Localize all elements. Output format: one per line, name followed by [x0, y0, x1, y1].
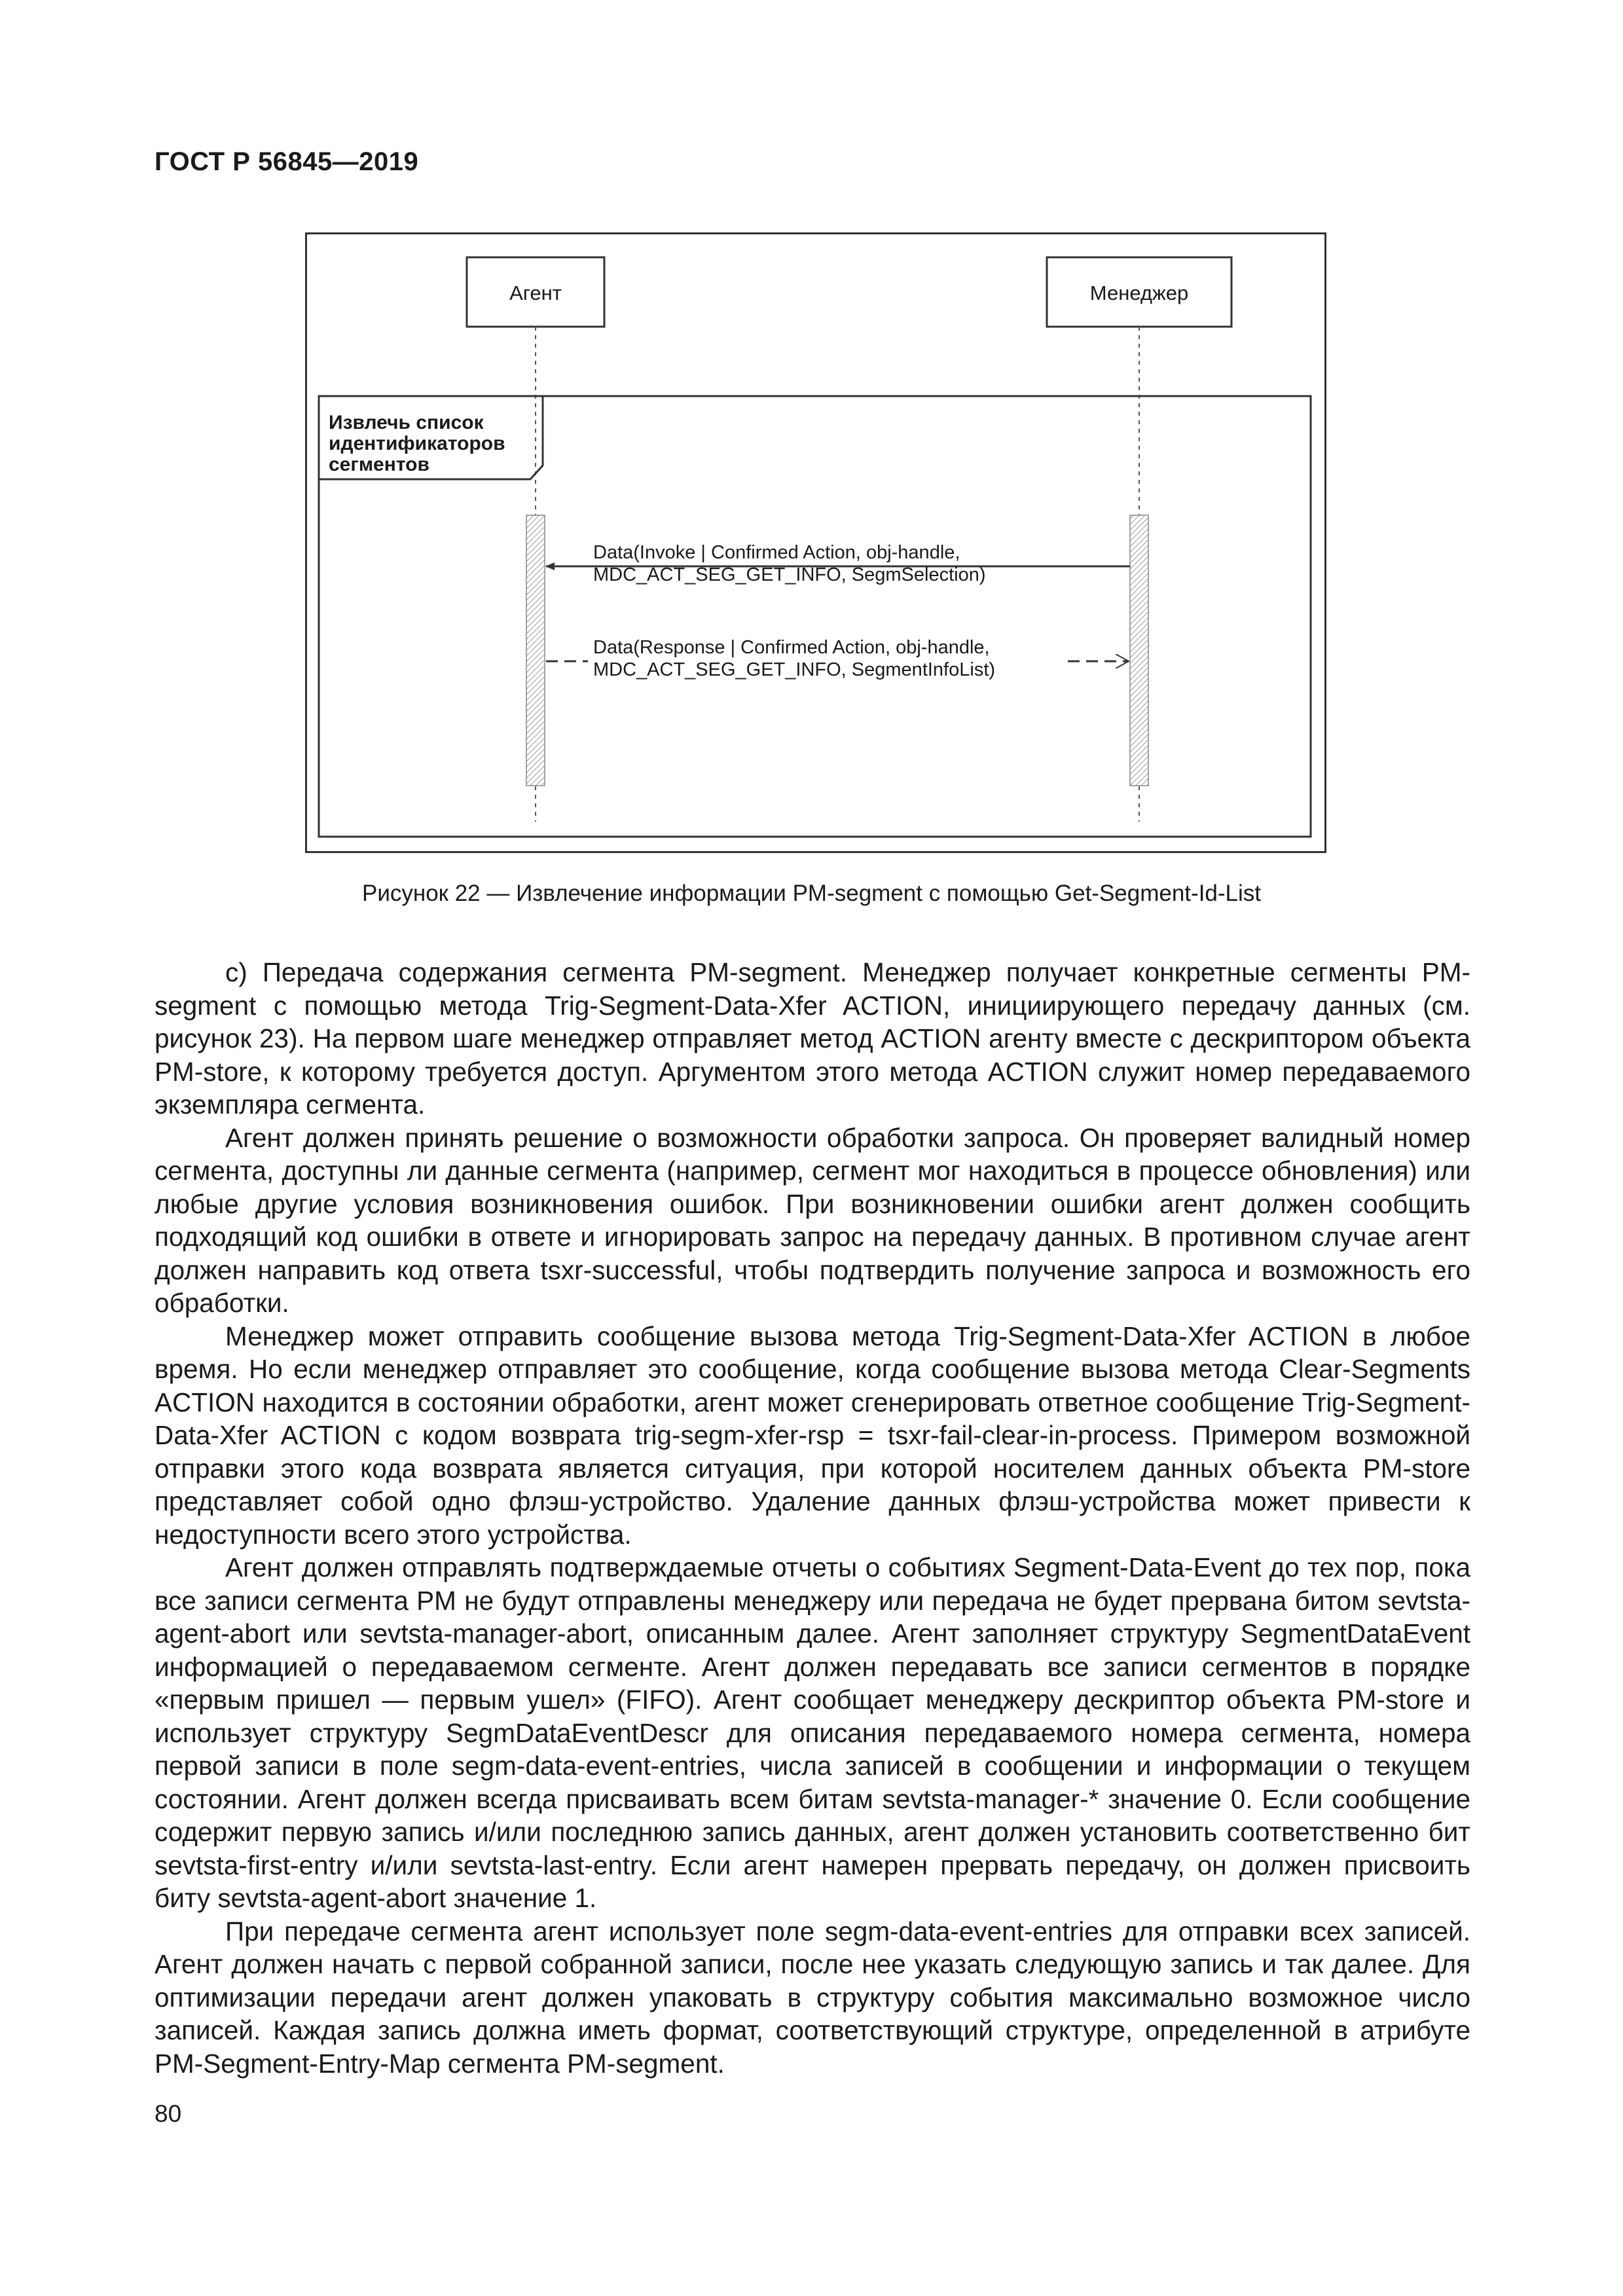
document-header: ГОСТ Р 56845—2019 — [155, 147, 419, 176]
paragraph: При передаче сегмента агент использует поле segm-data-event-entries для отправки всех записей. Агент должен начать с первой собранной записи, после нее указать следующую запись и так далее. Для оптимизации передачи агент должен упаковать в структуру события максимально возможное число записей. Каждая запись должна иметь формат, соответствующий структуре, определенной в атрибуте PM-Segment-Entry-Map сегмента PM-segment. — [155, 1916, 1470, 2079]
body-text — [155, 956, 1470, 2080]
response-message-label: Data(Response | Confirmed Action, obj-handle, MDC_ACT_SEG_GET_INFO, SegmentInfoList) — [593, 637, 996, 680]
figure-caption: Рисунок 22 — Извлечение информации PM-segment с помощью Get-Segment-Id-List — [361, 881, 1261, 906]
paragraph: Агент должен принять решение о возможности обработки запроса. Он проверяет валидный номер сегмента, доступны ли данные сегмента (например, сегмент мог находиться в процессе обновления) или любые другие условия возникновения ошибок. При возникновении ошибки агент должен сообщить подходящий код ошибки в ответе и игнорировать запрос на передачу данных. В противном случае агент должен направить код ответа tsxr-successful, чтобы подтвердить получение запроса и возможность его обработки. — [155, 1122, 1470, 1318]
manager-activation-bar — [1130, 515, 1148, 786]
paragraph: Менеджер может отправить сообщение вызова метода Trig-Segment-Data-Xfer ACTION в любое время. Но если менеджер отправляет это сообщение, когда сообщение вызова метода Clear-Segments ACTION находится в состоянии обработки, агент может сгенерировать ответное сообщение Trig-Segment-Data-Xfer ACTION с кодом возврата trig-segm-xfer-rsp = tsxr-fail-clear-in-process. Примером возможной отправки этого кода возврата является ситуация, при которой носителем данных объекта PM-store представляет собой одно флэш-устройство. Удаление данных флэш-устройства может привести к недоступности всего этого устройства. — [155, 1321, 1470, 1550]
paragraph: с) Передача содержания сегмента PM-segment. Менеджер получает конкретные сегменты PM-segment с помощью метода Trig-Segment-Data-Xfer ACTION, инициирующего передачу данных (см. рисунок 23). На первом шаге менеджер отправляет метод ACTION агенту вместе с дескриптором объекта PM-store, к которому требуется доступ. Аргументом этого метода ACTION служит номер передаваемого экземпляра сегмента. — [155, 957, 1470, 1120]
sequence-diagram — [305, 232, 1326, 854]
interaction-fragment-frame — [319, 396, 1311, 837]
manager-lifeline-label: Менеджер — [1089, 282, 1189, 304]
agent-lifeline-label: Агент — [509, 282, 562, 304]
agent-activation-bar — [526, 515, 545, 786]
page-number: 80 — [155, 2100, 182, 2127]
fragment-label: Извлечь список идентификаторов сегментов — [329, 412, 505, 475]
paragraph: Агент должен отправлять подтверждаемые отчеты о событиях Segment-Data-Event до тех пор, пока все записи сегмента PM не будут отправлены менеджеру или передача не будет прервана битом sevtsta-agent-abort или sevtsta-manager-abort, описанным далее. Агент заполняет структуру SegmentDataEvent информацией о передаваемом сегменте. Агент должен передавать все записи сегментов в порядке «первым пришел — первым ушел» (FIFO). Агент сообщает менеджеру дескриптор объекта PM-store и использует структуру SegmDataEventDescr для описания передаваемого номера сегмента, номера первой записи в поле segm-data-event-entries, числа записей в сообщении и информации о текущем состоянии. Агент должен всегда присваивать всем битам sevtsta-manager-* значение 0. Если сообщение содержит первую запись и/или последнюю запись данных, агент должен установить соответственно бит sevtsta-first-entry и/или sevtsta-last-entry. Если агент намерен прервать передачу, он должен присвоить биту sevtsta-agent-abort значение 1. — [155, 1552, 1470, 1913]
invoke-message-label: Data(Invoke | Confirmed Action, obj-handle, MDC_ACT_SEG_GET_INFO, SegmSelection) — [593, 542, 986, 585]
